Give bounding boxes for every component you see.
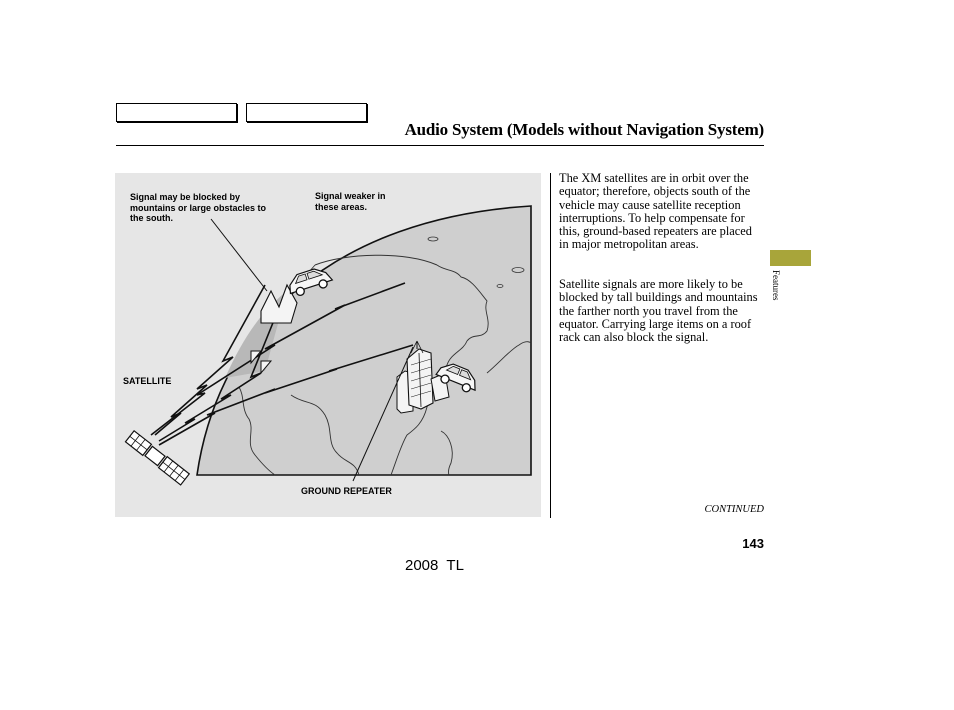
section-label: Features [771, 270, 781, 301]
label-ground-repeater: GROUND REPEATER [301, 486, 392, 496]
illustration-drawing [115, 173, 541, 517]
label-satellite: SATELLITE [123, 376, 172, 386]
footer-model-year: 2008 TL [405, 557, 464, 574]
continued-label: CONTINUED [704, 504, 764, 515]
caption-signal-blocked: Signal may be blocked by mountains or large obstacles to the south. [130, 192, 267, 223]
section-tab-marker [770, 250, 811, 266]
body-paragraph-2: Satellite signals are more likely to be blocked by tall buildings and mountains the farther north you travel from the equator. Carrying large items on a roof rack can also block the signal. [559, 277, 758, 345]
title-rule [116, 145, 764, 146]
leader-line-blocked [211, 219, 267, 291]
page-number: 143 [742, 536, 764, 551]
column-rule [550, 173, 551, 518]
caption-signal-weaker: Signal weaker in these areas. [315, 191, 386, 212]
header-tab-box-1 [116, 103, 237, 122]
satellite-illustration [115, 173, 541, 517]
body-paragraph-1: The XM satellites are in orbit over the equator; therefore, objects south of the vehicle may cause satellite reception interruptions. To help compensate for this, ground-based repeaters are placed in major metropolitan areas. [559, 171, 752, 252]
page-title: Audio System (Models without Navigation System) [404, 120, 764, 139]
satellite-icon [125, 431, 189, 485]
